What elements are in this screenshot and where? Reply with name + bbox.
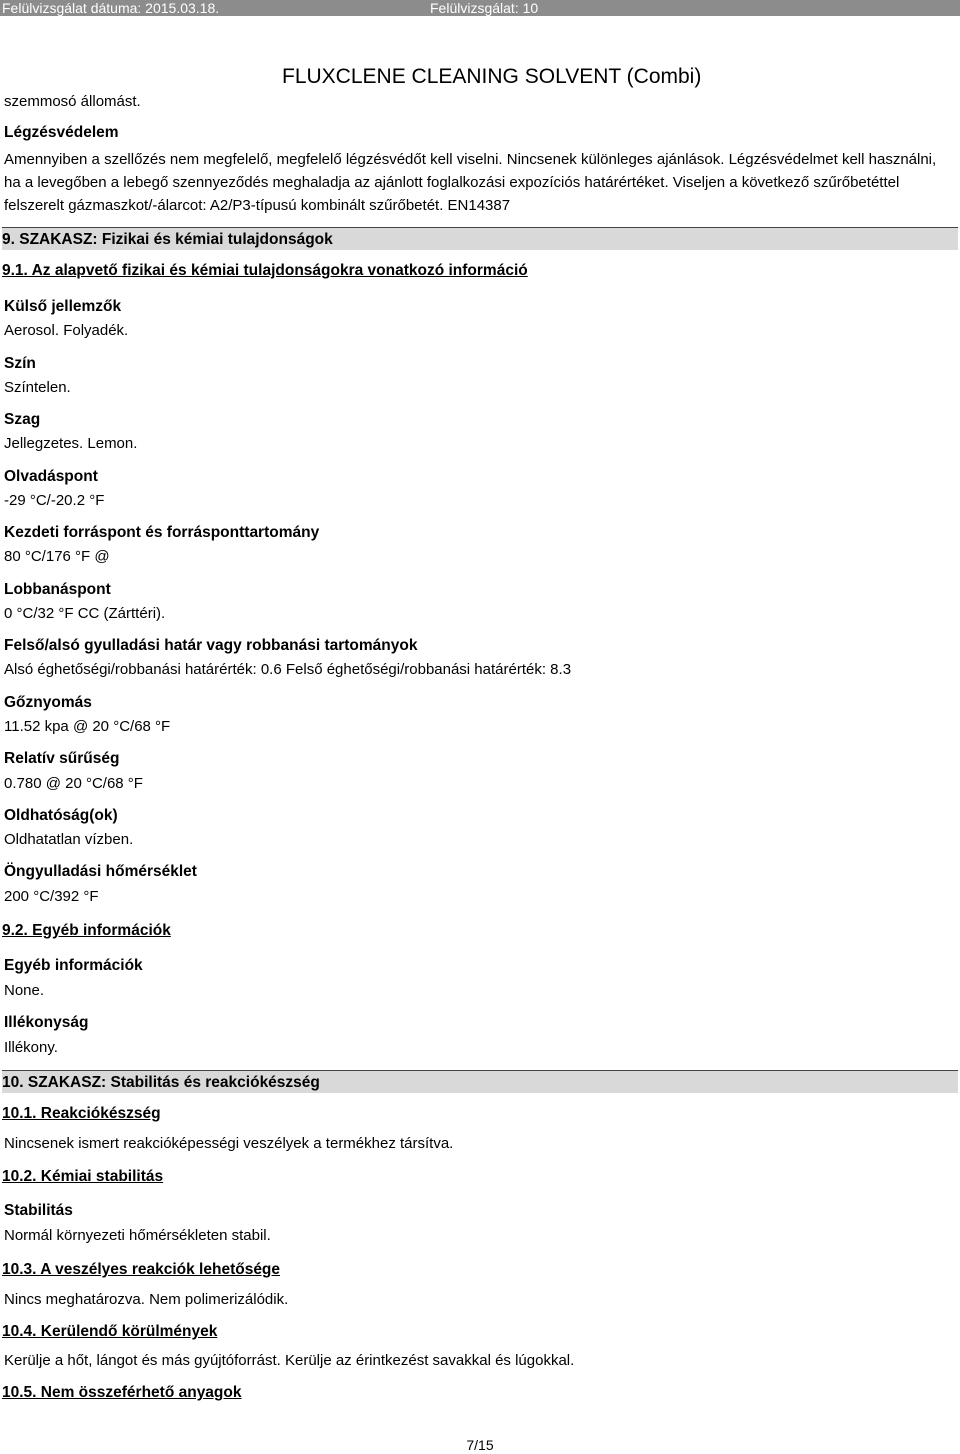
subsection-10-4-text: Kerülje a hőt, lángot és más gyújtóforrást. Kerülje az érintkezést savakkal és lúgokkal. <box>4 1352 575 1369</box>
property-label: Relatív sűrűség <box>4 750 120 767</box>
continuation-text: szemmosó állomást. <box>4 93 141 110</box>
property-value: -29 °C/-20.2 °F <box>4 492 105 509</box>
subsection-9-1: 9.1. Az alapvető fizikai és kémiai tulajdonságokra vonatkozó információ <box>2 262 528 279</box>
property-value: Alsó éghetőségi/robbanási határérték: 0.6 Felső éghetőségi/robbanási határérték: 8.3 <box>4 661 572 678</box>
property-label: Szín <box>4 355 36 372</box>
property-value: Illékony. <box>4 1039 58 1056</box>
property-value: Jellegzetes. Lemon. <box>4 435 138 452</box>
property-label: Oldhatóság(ok) <box>4 807 118 824</box>
section-10-header <box>2 1070 958 1093</box>
product-name: FLUXCLENE CLEANING SOLVENT (Combi) <box>282 65 702 88</box>
subsection-10-3-text: Nincs meghatározva. Nem polimerizálódik. <box>4 1291 289 1308</box>
respiratory-heading: Légzésvédelem <box>4 124 119 141</box>
subsection-10-2: 10.2. Kémiai stabilitás <box>2 1168 164 1185</box>
subsection-10-4: 10.4. Kerülendő körülmények <box>2 1323 218 1340</box>
stability-label: Stabilitás <box>4 1202 73 1219</box>
property-label: Szag <box>4 411 41 428</box>
property-label: Kezdeti forráspont és forrásponttartomány <box>4 524 320 541</box>
property-label: Gőznyomás <box>4 694 92 711</box>
property-label: Egyéb információk <box>4 957 143 974</box>
subsection-10-1-text: Nincsenek ismert reakcióképességi veszélyek a termékhez társítva. <box>4 1135 454 1152</box>
subsection-10-3: 10.3. A veszélyes reakciók lehetősége <box>2 1261 281 1278</box>
stability-text: Normál környezeti hőmérsékleten stabil. <box>4 1227 271 1244</box>
property-value: 0 °C/32 °F CC (Zárttéri). <box>4 605 166 622</box>
property-value: 11.52 kpa @ 20 °C/68 °F <box>4 718 171 735</box>
section-9-title: 9. SZAKASZ: Fizikai és kémiai tulajdonságok <box>2 231 333 248</box>
property-value: Színtelen. <box>4 379 71 396</box>
property-value: None. <box>4 982 45 999</box>
section-10-title: 10. SZAKASZ: Stabilitás és reakciókészség <box>2 1074 320 1091</box>
property-value: 80 °C/176 °F @ <box>4 548 110 565</box>
revision-number: Felülvizsgálat: 10 <box>430 0 539 16</box>
property-label: Felső/alsó gyulladási határ vagy robbanási tartományok <box>4 637 418 654</box>
property-value: 0.780 @ 20 °C/68 °F <box>4 775 143 792</box>
section-9-header <box>2 227 958 250</box>
property-value: Aerosol. Folyadék. <box>4 322 129 339</box>
property-value: 200 °C/392 °F <box>4 888 99 905</box>
property-label: Olvadáspont <box>4 468 98 485</box>
property-label: Lobbanáspont <box>4 581 111 598</box>
respiratory-text: Amennyiben a szellőzés nem megfelelő, megfelelő légzésvédőt kell viselni. Nincsenek különleges ajánlások. Légzésvédelmet kell használni, ha a levegőben a lebegő szennyeződés meghaladja az ajánlott foglalkozási expozíciós határértéket. Viseljen a következő szűrőbetéttel felszerelt gázmaszkot/-álarcot: A2/P3-típusú kombinált szűrőbetét. EN14387 <box>4 151 937 214</box>
review-date: Felülvizsgálat dátuma: 2015.03.18. <box>2 0 220 16</box>
subsection-10-1: 10.1. Reakciókészség <box>2 1105 161 1122</box>
property-value: Oldhatatlan vízben. <box>4 831 134 848</box>
subsection-9-2: 9.2. Egyéb információk <box>2 922 171 939</box>
property-label: Illékonyság <box>4 1014 89 1031</box>
property-label: Öngyulladási hőmérséklet <box>4 863 197 880</box>
page-header-bar <box>0 0 960 16</box>
subsection-10-5: 10.5. Nem összeférhető anyagok <box>2 1384 242 1401</box>
page-number: 7/15 <box>466 1437 494 1453</box>
property-label: Külső jellemzők <box>4 298 122 315</box>
